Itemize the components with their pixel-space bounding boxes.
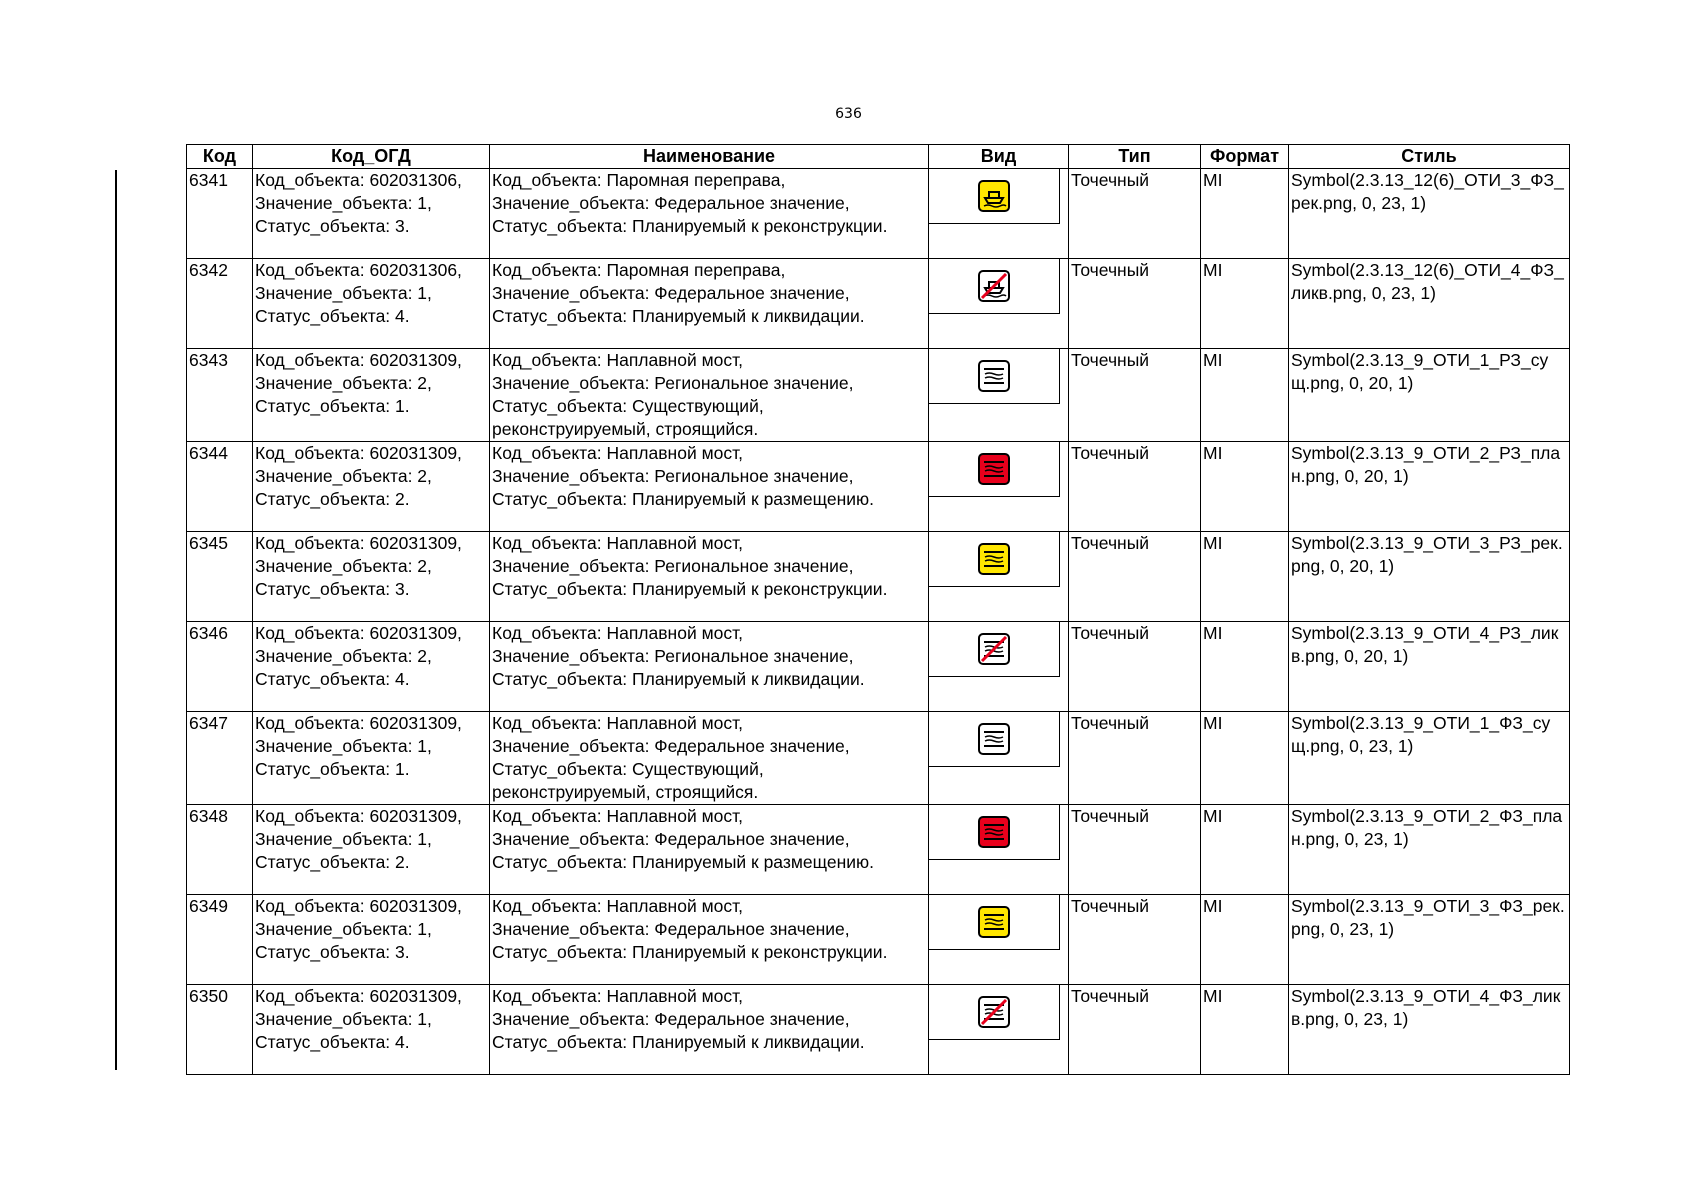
format-cell: MI bbox=[1201, 442, 1289, 532]
table-row bbox=[187, 712, 1570, 805]
name-line: Значение_объекта: Региональное значение, bbox=[492, 556, 854, 576]
ferry-icon bbox=[976, 268, 1012, 304]
symbol-preview bbox=[929, 169, 1060, 224]
header-code: Код bbox=[187, 145, 253, 169]
name-line: Значение_объекта: Федеральное значение, bbox=[492, 283, 850, 303]
type-cell: Точечный bbox=[1069, 169, 1201, 259]
ogd-line: Код_объекта: 602031309, bbox=[255, 986, 462, 1006]
format-cell: MI bbox=[1201, 712, 1289, 805]
style-cell: Symbol(2.3.13_9_ОТИ_1_РЗ_сущ.png, 0, 20, 1) bbox=[1289, 349, 1570, 442]
pontoon-bridge-icon bbox=[976, 904, 1012, 940]
name-line: Код_объекта: Наплавной мост, bbox=[492, 350, 744, 370]
ogd-line: Статус_объекта: 1. bbox=[255, 759, 410, 779]
type-cell: Точечный bbox=[1069, 622, 1201, 712]
ogd-line: Код_объекта: 602031306, bbox=[255, 170, 462, 190]
symbol-preview bbox=[929, 349, 1060, 404]
symbol-preview bbox=[929, 532, 1060, 587]
code-cell: 6343 bbox=[187, 349, 253, 442]
code-cell: 6346 bbox=[187, 622, 253, 712]
format-cell: MI bbox=[1201, 259, 1289, 349]
ogd-code-cell bbox=[253, 169, 490, 259]
name-line: Код_объекта: Наплавной мост, bbox=[492, 623, 744, 643]
ogd-code-cell bbox=[253, 895, 490, 985]
symbol-preview bbox=[929, 712, 1060, 767]
header-view: Вид bbox=[929, 145, 1069, 169]
format-cell: MI bbox=[1201, 532, 1289, 622]
type-cell: Точечный bbox=[1069, 985, 1201, 1075]
table-row bbox=[187, 622, 1570, 712]
view-cell bbox=[929, 985, 1069, 1075]
code-cell: 6345 bbox=[187, 532, 253, 622]
view-cell bbox=[929, 712, 1069, 805]
header-style: Стиль bbox=[1289, 145, 1570, 169]
table-row bbox=[187, 985, 1570, 1075]
name-line: Значение_объекта: Региональное значение, bbox=[492, 646, 854, 666]
ogd-line: Статус_объекта: 4. bbox=[255, 669, 410, 689]
name-line: Значение_объекта: Федеральное значение, bbox=[492, 193, 850, 213]
ogd-line: Код_объекта: 602031309, bbox=[255, 533, 462, 553]
margin-line bbox=[115, 170, 117, 1070]
pontoon-bridge-icon bbox=[976, 631, 1012, 667]
name-cell bbox=[490, 712, 929, 805]
name-line: реконструируемый, строящийся. bbox=[492, 782, 759, 802]
view-cell bbox=[929, 259, 1069, 349]
ogd-code-cell bbox=[253, 442, 490, 532]
symbol-preview bbox=[929, 985, 1060, 1040]
ogd-line: Значение_объекта: 2, bbox=[255, 466, 432, 486]
header-name: Наименование bbox=[490, 145, 929, 169]
table-row bbox=[187, 895, 1570, 985]
name-cell bbox=[490, 985, 929, 1075]
pontoon-bridge-icon bbox=[976, 358, 1012, 394]
type-cell: Точечный bbox=[1069, 805, 1201, 895]
ogd-line: Значение_объекта: 1, bbox=[255, 193, 432, 213]
name-cell bbox=[490, 805, 929, 895]
name-line: Значение_объекта: Региональное значение, bbox=[492, 373, 854, 393]
style-cell: Symbol(2.3.13_9_ОТИ_2_РЗ_план.png, 0, 20, 1) bbox=[1289, 442, 1570, 532]
name-line: Статус_объекта: Планируемый к реконструкции. bbox=[492, 216, 888, 236]
code-cell: 6344 bbox=[187, 442, 253, 532]
pontoon-bridge-icon bbox=[976, 721, 1012, 757]
ogd-line: Статус_объекта: 2. bbox=[255, 852, 410, 872]
view-cell bbox=[929, 805, 1069, 895]
format-cell: MI bbox=[1201, 622, 1289, 712]
name-line: Код_объекта: Наплавной мост, bbox=[492, 806, 744, 826]
ogd-line: Статус_объекта: 1. bbox=[255, 396, 410, 416]
type-cell: Точечный bbox=[1069, 712, 1201, 805]
type-cell: Точечный bbox=[1069, 895, 1201, 985]
ferry-icon bbox=[976, 178, 1012, 214]
name-cell bbox=[490, 895, 929, 985]
ogd-line: Значение_объекта: 1, bbox=[255, 736, 432, 756]
name-cell bbox=[490, 169, 929, 259]
view-cell bbox=[929, 169, 1069, 259]
table-row bbox=[187, 532, 1570, 622]
ogd-line: Значение_объекта: 1, bbox=[255, 829, 432, 849]
format-cell: MI bbox=[1201, 349, 1289, 442]
style-cell: Symbol(2.3.13_9_ОТИ_2_ФЗ_план.png, 0, 23, 1) bbox=[1289, 805, 1570, 895]
ogd-line: Код_объекта: 602031309, bbox=[255, 713, 462, 733]
name-line: Код_объекта: Наплавной мост, bbox=[492, 986, 744, 1006]
name-line: Статус_объекта: Планируемый к реконструкции. bbox=[492, 579, 888, 599]
ogd-line: Статус_объекта: 4. bbox=[255, 306, 410, 326]
name-line: Код_объекта: Паромная переправа, bbox=[492, 260, 786, 280]
name-cell bbox=[490, 442, 929, 532]
pontoon-bridge-icon bbox=[976, 451, 1012, 487]
style-cell: Symbol(2.3.13_12(6)_ОТИ_4_ФЗ_ликв.png, 0, 23, 1) bbox=[1289, 259, 1570, 349]
ogd-code-cell bbox=[253, 532, 490, 622]
type-cell: Точечный bbox=[1069, 349, 1201, 442]
ogd-line: Код_объекта: 602031309, bbox=[255, 623, 462, 643]
name-line: Значение_объекта: Федеральное значение, bbox=[492, 829, 850, 849]
symbol-registry-table bbox=[186, 144, 1570, 1075]
header-format: Формат bbox=[1201, 145, 1289, 169]
ogd-code-cell bbox=[253, 985, 490, 1075]
name-line: реконструируемый, строящийся. bbox=[492, 419, 759, 439]
name-line: Код_объекта: Наплавной мост, bbox=[492, 896, 744, 916]
ogd-line: Статус_объекта: 4. bbox=[255, 1032, 410, 1052]
ogd-line: Код_объекта: 602031309, bbox=[255, 443, 462, 463]
type-cell: Точечный bbox=[1069, 532, 1201, 622]
style-cell: Symbol(2.3.13_9_ОТИ_1_ФЗ_сущ.png, 0, 23, 1) bbox=[1289, 712, 1570, 805]
view-cell bbox=[929, 532, 1069, 622]
ogd-line: Статус_объекта: 3. bbox=[255, 216, 410, 236]
format-cell: MI bbox=[1201, 985, 1289, 1075]
symbol-preview bbox=[929, 259, 1060, 314]
ogd-line: Статус_объекта: 3. bbox=[255, 942, 410, 962]
symbol-preview bbox=[929, 805, 1060, 860]
name-cell bbox=[490, 259, 929, 349]
style-cell: Symbol(2.3.13_9_ОТИ_3_РЗ_рек.png, 0, 20, 1) bbox=[1289, 532, 1570, 622]
symbol-preview bbox=[929, 895, 1060, 950]
table-header-row bbox=[187, 145, 1570, 169]
ogd-line: Значение_объекта: 1, bbox=[255, 1009, 432, 1029]
table-row bbox=[187, 169, 1570, 259]
style-cell: Symbol(2.3.13_12(6)_ОТИ_3_ФЗ_рек.png, 0, 23, 1) bbox=[1289, 169, 1570, 259]
style-cell: Symbol(2.3.13_9_ОТИ_3_ФЗ_рек.png, 0, 23, 1) bbox=[1289, 895, 1570, 985]
header-type: Тип bbox=[1069, 145, 1201, 169]
code-cell: 6341 bbox=[187, 169, 253, 259]
name-cell bbox=[490, 622, 929, 712]
name-line: Статус_объекта: Существующий, bbox=[492, 396, 764, 416]
ogd-code-cell bbox=[253, 805, 490, 895]
name-line: Код_объекта: Паромная переправа, bbox=[492, 170, 786, 190]
style-cell: Symbol(2.3.13_9_ОТИ_4_ФЗ_ликв.png, 0, 23, 1) bbox=[1289, 985, 1570, 1075]
view-cell bbox=[929, 895, 1069, 985]
page-number: 636 bbox=[835, 106, 862, 122]
table-row bbox=[187, 442, 1570, 532]
symbol-preview bbox=[929, 442, 1060, 497]
ogd-line: Код_объекта: 602031306, bbox=[255, 260, 462, 280]
name-line: Код_объекта: Наплавной мост, bbox=[492, 713, 744, 733]
ogd-line: Значение_объекта: 1, bbox=[255, 283, 432, 303]
format-cell: MI bbox=[1201, 169, 1289, 259]
name-line: Код_объекта: Наплавной мост, bbox=[492, 533, 744, 553]
name-line: Значение_объекта: Федеральное значение, bbox=[492, 919, 850, 939]
ogd-line: Статус_объекта: 2. bbox=[255, 489, 410, 509]
name-line: Статус_объекта: Планируемый к ликвидации. bbox=[492, 1032, 865, 1052]
ogd-line: Код_объекта: 602031309, bbox=[255, 896, 462, 916]
name-line: Статус_объекта: Планируемый к ликвидации. bbox=[492, 306, 865, 326]
ogd-line: Код_объекта: 602031309, bbox=[255, 350, 462, 370]
table-row bbox=[187, 805, 1570, 895]
table-row bbox=[187, 259, 1570, 349]
name-line: Код_объекта: Наплавной мост, bbox=[492, 443, 744, 463]
ogd-code-cell bbox=[253, 712, 490, 805]
ogd-line: Значение_объекта: 1, bbox=[255, 919, 432, 939]
table-row bbox=[187, 349, 1570, 442]
ogd-line: Значение_объекта: 2, bbox=[255, 646, 432, 666]
ogd-line: Статус_объекта: 3. bbox=[255, 579, 410, 599]
format-cell: MI bbox=[1201, 805, 1289, 895]
type-cell: Точечный bbox=[1069, 259, 1201, 349]
symbol-preview bbox=[929, 622, 1060, 677]
name-line: Значение_объекта: Региональное значение, bbox=[492, 466, 854, 486]
code-cell: 6348 bbox=[187, 805, 253, 895]
pontoon-bridge-icon bbox=[976, 541, 1012, 577]
name-cell bbox=[490, 532, 929, 622]
type-cell: Точечный bbox=[1069, 442, 1201, 532]
ogd-code-cell bbox=[253, 259, 490, 349]
ogd-line: Код_объекта: 602031309, bbox=[255, 806, 462, 826]
code-cell: 6347 bbox=[187, 712, 253, 805]
ogd-line: Значение_объекта: 2, bbox=[255, 373, 432, 393]
header-ogd-code: Код_ОГД bbox=[253, 145, 490, 169]
ogd-line: Значение_объекта: 2, bbox=[255, 556, 432, 576]
view-cell bbox=[929, 349, 1069, 442]
name-line: Статус_объекта: Планируемый к размещению. bbox=[492, 489, 874, 509]
ogd-code-cell bbox=[253, 349, 490, 442]
name-line: Значение_объекта: Федеральное значение, bbox=[492, 1009, 850, 1029]
view-cell bbox=[929, 442, 1069, 532]
format-cell: MI bbox=[1201, 895, 1289, 985]
ogd-code-cell bbox=[253, 622, 490, 712]
style-cell: Symbol(2.3.13_9_ОТИ_4_РЗ_ликв.png, 0, 20, 1) bbox=[1289, 622, 1570, 712]
view-cell bbox=[929, 622, 1069, 712]
name-line: Статус_объекта: Существующий, bbox=[492, 759, 764, 779]
name-line: Статус_объекта: Планируемый к реконструкции. bbox=[492, 942, 888, 962]
name-line: Значение_объекта: Федеральное значение, bbox=[492, 736, 850, 756]
name-line: Статус_объекта: Планируемый к размещению. bbox=[492, 852, 874, 872]
code-cell: 6349 bbox=[187, 895, 253, 985]
code-cell: 6342 bbox=[187, 259, 253, 349]
name-line: Статус_объекта: Планируемый к ликвидации. bbox=[492, 669, 865, 689]
pontoon-bridge-icon bbox=[976, 814, 1012, 850]
code-cell: 6350 bbox=[187, 985, 253, 1075]
name-cell bbox=[490, 349, 929, 442]
pontoon-bridge-icon bbox=[976, 994, 1012, 1030]
